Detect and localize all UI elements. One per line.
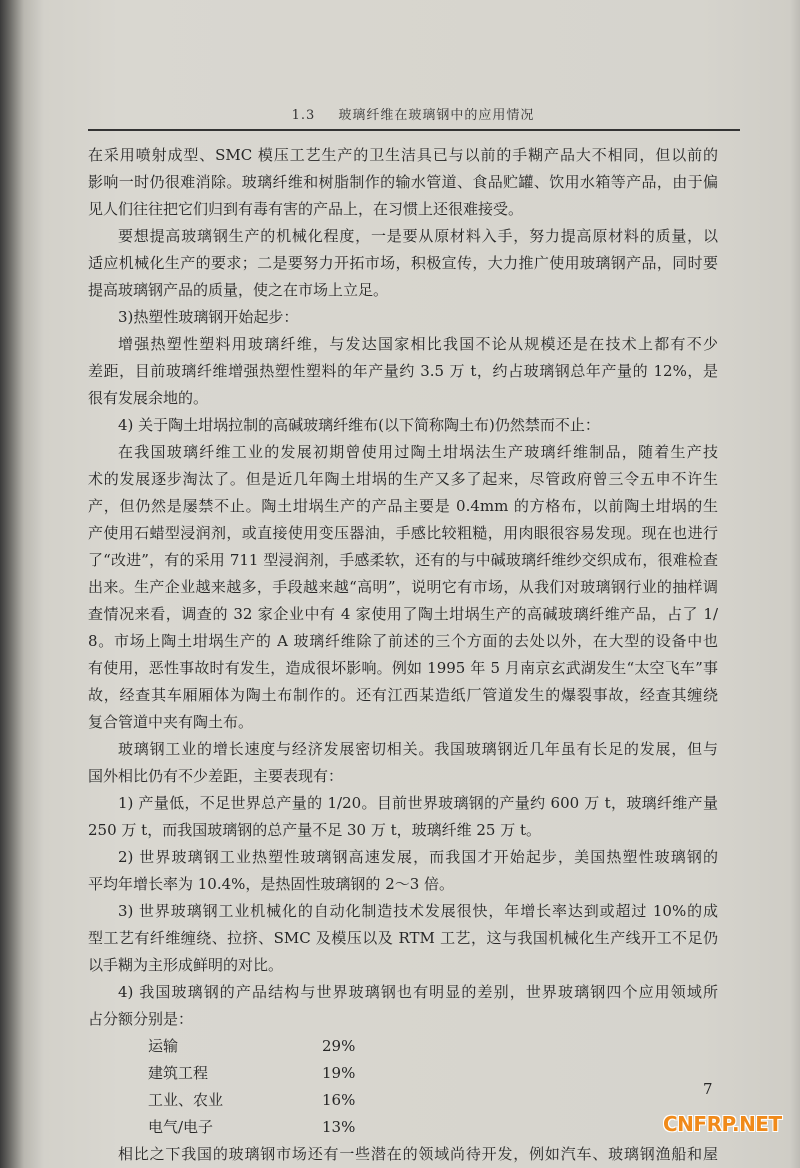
text-line: 复合管道中夹有陶土布。 — [88, 713, 254, 731]
text-line: 故，经查其车厢厢体为陶土布制作的。还有江西某造纸厂管道发生的爆裂事故，经查其缠绕 — [88, 686, 718, 704]
text-line: 占分额分别是： — [88, 1010, 194, 1028]
text-line: 差距，目前玻璃纤维增强热塑性塑料的年产量约 3.5 万 t，约占玻璃钢总年产量的 12%，是 — [88, 362, 718, 380]
text-line: 产使用石蜡型浸润剂，或直接使用变压器油，手感比较粗糙，用肉眼很容易发现。现在也进行 — [88, 524, 718, 542]
text-line: 250 万 t，而我国玻璃钢的总产量不足 30 万 t，玻璃纤维 25 万 t。 — [88, 821, 542, 839]
text-line: 影响一时仍很难消除。玻璃纤维和树脂制作的输水管道、食品贮罐、饮用水箱等产品，由于偏 — [88, 173, 718, 191]
text-line: 8。市场上陶土坩埚生产的 A 玻璃纤维除了前述的三个方面的去处以外，在大型的设备中也 — [88, 632, 718, 650]
text-line: 型工艺有纤维缠绕、拉挤、SMC 及模压以及 RTM 工艺，这与我国机械化生产线开工不足仍 — [88, 929, 718, 947]
share-label: 工业、农业 — [148, 1091, 224, 1109]
text-line: 术的发展逐步淘汰了。但是近几年陶土坩埚的生产又多了起来，尽管政府曾三令五申不许生 — [88, 470, 718, 488]
header-rule — [88, 129, 740, 131]
text-line: 要想提高玻璃钢生产的机械化程度，一是要从原材料入手，努力提高原材料的质量，以 — [118, 227, 718, 245]
text-line: 国外相比仍有不少差距，主要表现有： — [88, 767, 344, 785]
text-line: 4) 关于陶土坩埚拉制的高碱玻璃纤维布(以下简称陶土布)仍然禁而不止： — [118, 416, 600, 434]
text-line: 增强热塑性塑料用玻璃纤维，与发达国家相比我国不论从规模还是在技术上都有不少 — [118, 335, 718, 353]
text-line: 3) 世界玻璃钢工业机械化的自动化制造技术发展很快，年增长率达到或超过 10%的成 — [118, 902, 718, 920]
text-line: 玻璃钢工业的增长速度与经济发展密切相关。我国玻璃钢近几年虽有长足的发展，但与 — [118, 740, 718, 758]
share-value: 13% — [322, 1118, 356, 1136]
text-line: 4) 我国玻璃钢的产品结构与世界玻璃钢也有明显的差别，世界玻璃钢四个应用领域所 — [118, 983, 718, 1001]
share-label: 电气/电子 — [148, 1118, 214, 1136]
text-line: 在采用喷射成型、SMC 模压工艺生产的卫生洁具已与以前的手糊产品大不相同，但以前的 — [88, 146, 718, 164]
text-line: 查情况来看，调查的 32 家企业中有 4 家使用了陶土坩埚生产的高碱玻璃纤维产品，占了 1/ — [88, 605, 718, 623]
text-line: 有使用，恶性事故时有发生，造成很坏影响。例如 1995 年 5 月南京玄武湖发生“太空飞车”事 — [88, 659, 718, 677]
share-value: 16% — [322, 1091, 356, 1109]
text-line: 提高玻璃钢产品的质量，使之在市场上立足。 — [88, 281, 389, 299]
text-line: 1) 产量低，不足世界总产量的 1/20。目前世界玻璃钢的产量约 600 万 t，玻璃纤维产量 — [118, 794, 718, 812]
section-title: 玻璃纤维在玻璃钢中的应用情况 — [338, 108, 535, 123]
watermark-logo: CNFRP.NET — [663, 1112, 782, 1136]
share-row — [88, 1033, 718, 1060]
text-line: 平均年增长率为 10.4%，是热固性玻璃钢的 2～3 倍。 — [88, 875, 455, 893]
text-line: 3)热塑性玻璃钢开始起步： — [118, 308, 299, 326]
running-header — [88, 104, 738, 128]
text-line: 相比之下我国的玻璃钢市场还有一些潜在的领域尚待开发，例如汽车、玻璃钢渔船和屋 — [118, 1145, 718, 1163]
text-line: 见人们往往把它们归到有毒有害的产品上，在习惯上还很难接受。 — [88, 200, 524, 218]
page-number: 7 — [703, 1080, 713, 1098]
share-label: 运输 — [148, 1037, 179, 1055]
share-row — [88, 1060, 718, 1087]
text-line: 了“改进”，有的采用 711 型浸润剂，手感柔软，还有的与中碱玻璃纤维纱交织成布，很难检查 — [88, 551, 718, 569]
text-line: 出来。生产企业越来越多，手段越来越“高明”，说明它有市场，从我们对玻璃钢行业的抽样调 — [88, 578, 718, 596]
share-value: 29% — [322, 1037, 356, 1055]
share-value: 19% — [322, 1064, 356, 1082]
text-line: 2) 世界玻璃钢工业热塑性玻璃钢高速发展，而我国才开始起步，美国热塑性玻璃钢的 — [118, 848, 718, 866]
text-line: 产，但仍然是屡禁不止。陶土坩埚生产的产品主要是 0.4mm 的方格布，以前陶土坩埚的生 — [88, 497, 718, 515]
text-line: 在我国玻璃纤维工业的发展初期曾使用过陶土坩埚法生产玻璃纤维制品，随着生产技 — [118, 443, 718, 461]
share-row — [88, 1114, 718, 1141]
text-line: 以手糊为主形成鲜明的对比。 — [88, 956, 284, 974]
text-line: 很有发展余地的。 — [88, 389, 209, 407]
page-body — [88, 142, 718, 1168]
share-row — [88, 1087, 718, 1114]
share-label: 建筑工程 — [148, 1064, 209, 1082]
text-line: 适应机械化生产的要求；二是要努力开拓市场，积极宣传，大力推广使用玻璃钢产品，同时要 — [88, 254, 718, 272]
section-number: 1.3 — [291, 108, 316, 123]
